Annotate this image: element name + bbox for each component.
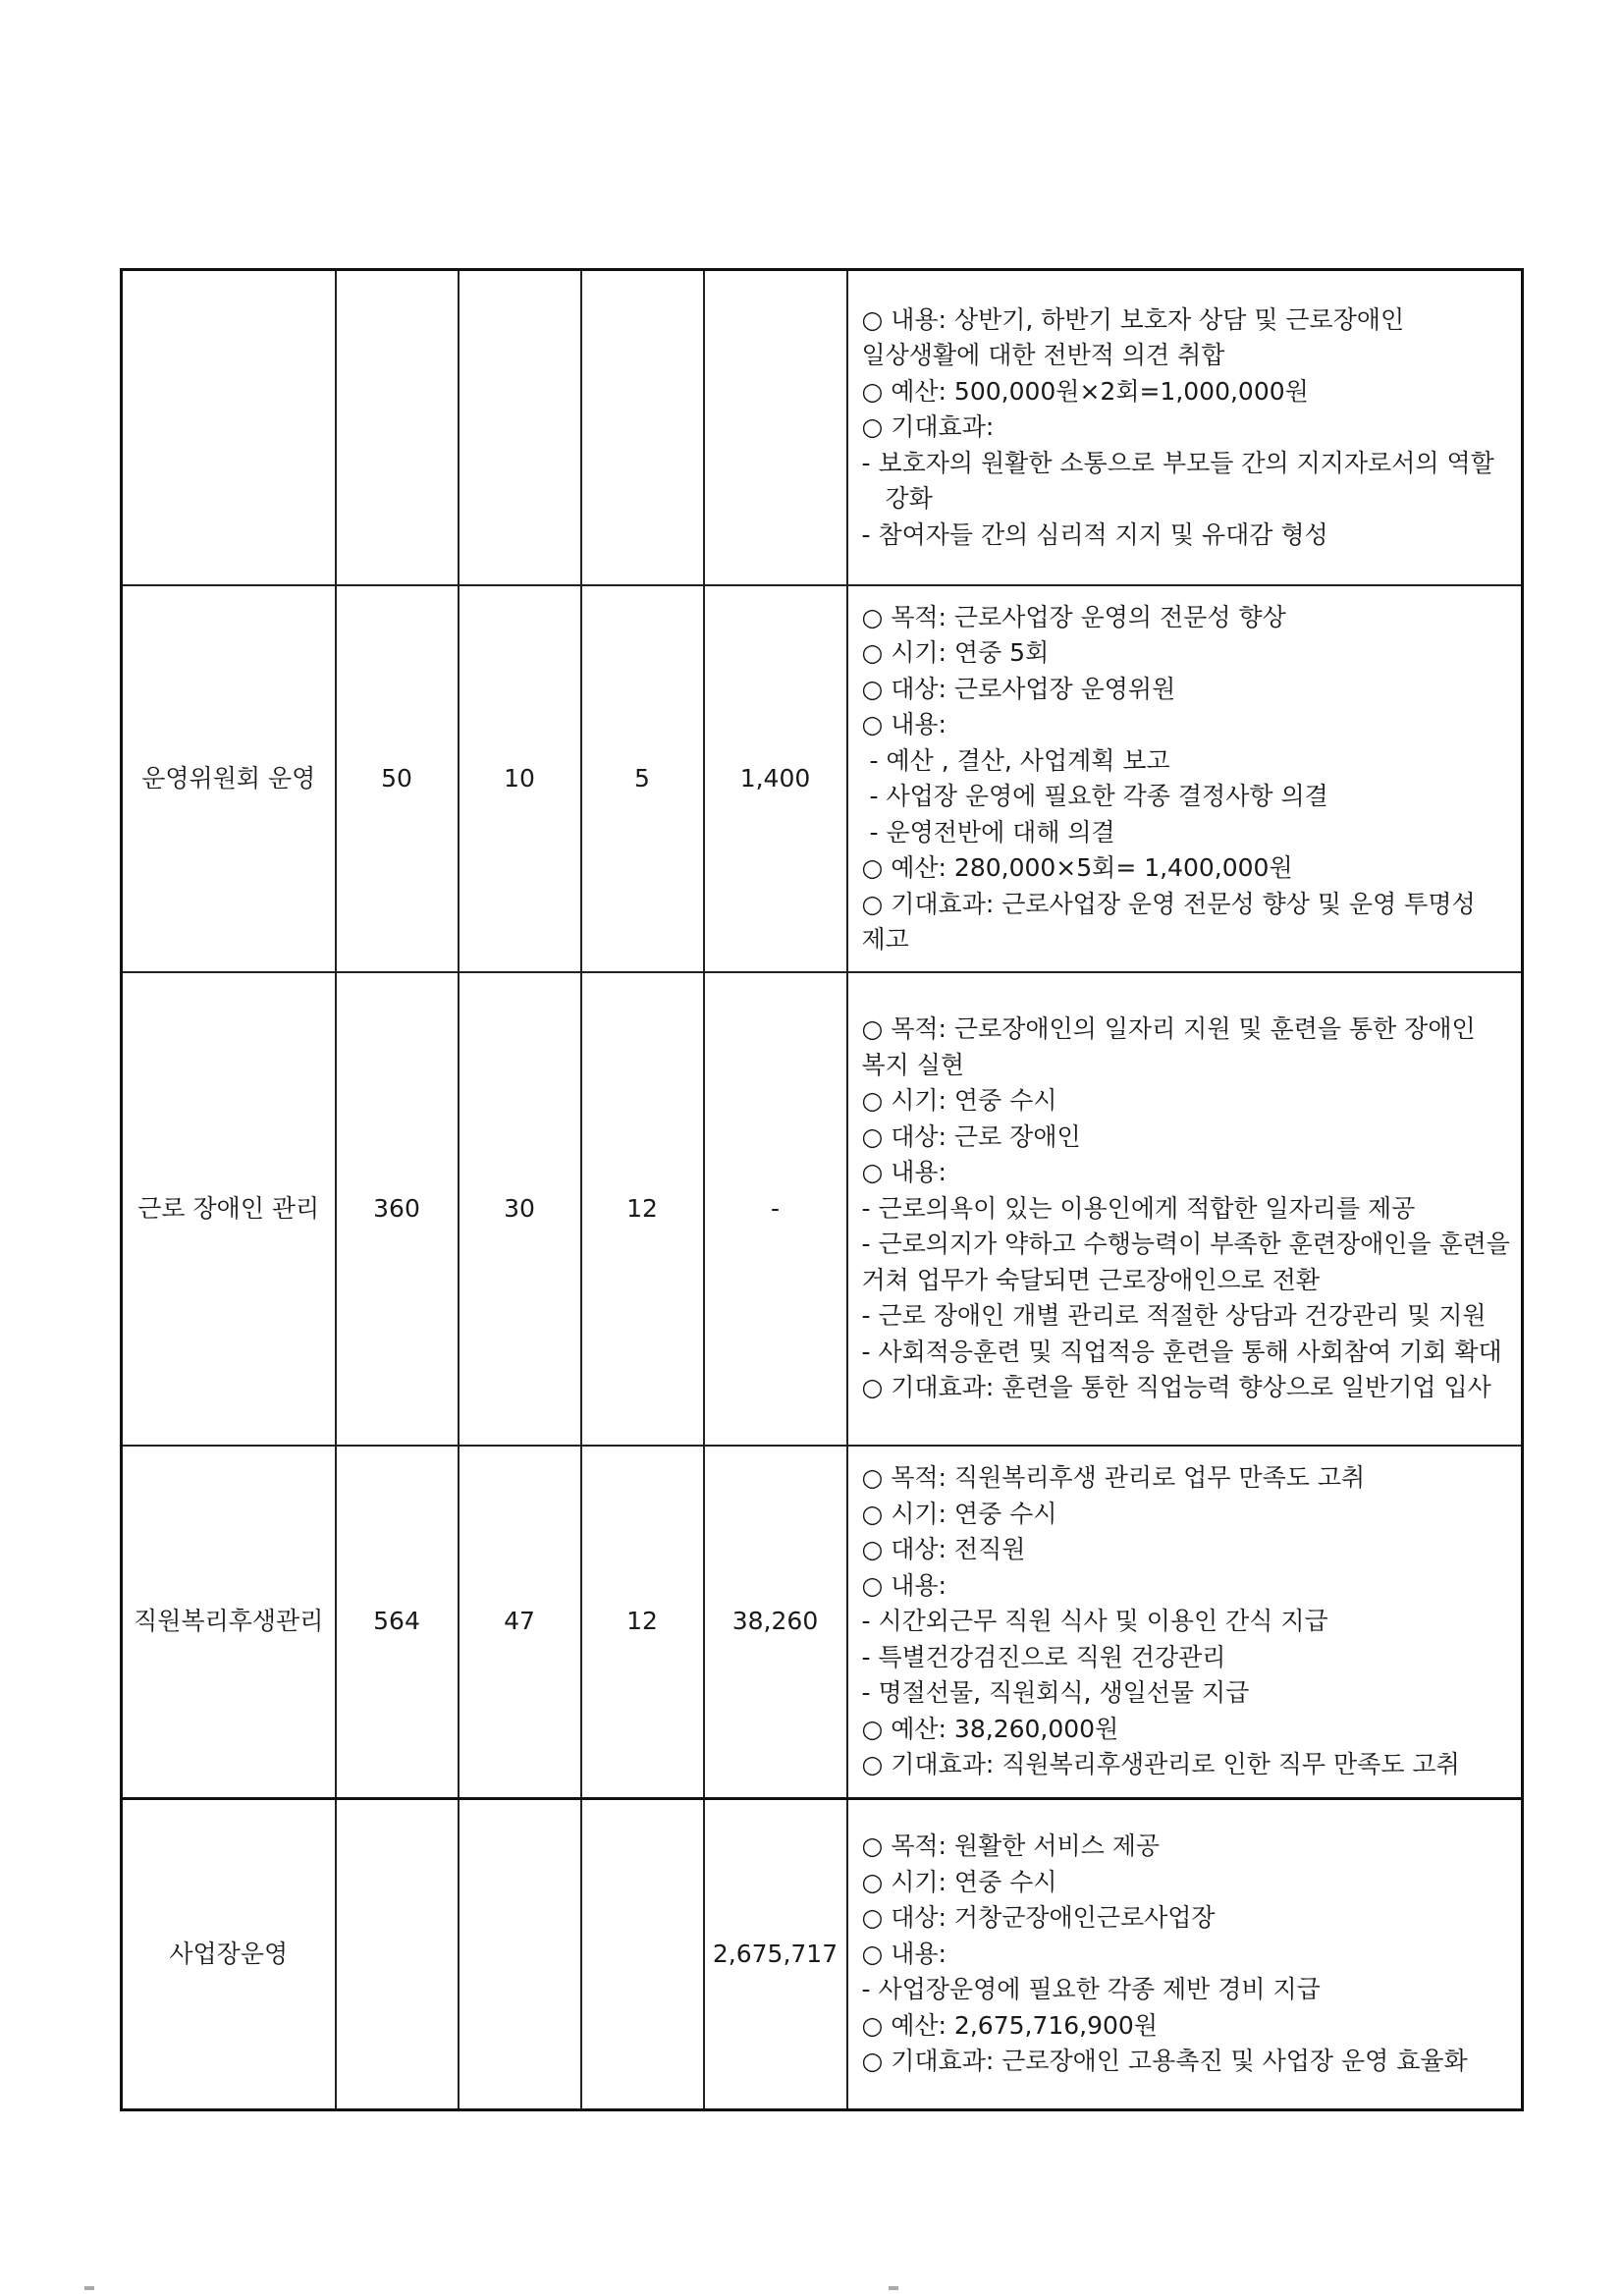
description-line: ○ 대상: 전직원 — [861, 1535, 1026, 1564]
description-line: ○ 목적: 직원복리후생 관리로 업무 만족도 고취 — [861, 1463, 1366, 1493]
count-cell-3: 12 — [581, 972, 704, 1446]
count-cell-3 — [581, 1799, 704, 2110]
description-line: ○ 예산: 500,000원×2회=1,000,000원 — [861, 376, 1309, 406]
description-cell — [847, 1799, 1523, 2110]
description-line: - 보호자의 원활한 소통으로 부모들 간의 지지자로서의 역할 — [861, 448, 1494, 477]
budget-cell: 1,400 — [704, 585, 847, 972]
description-line: ○ 기대효과: 근로사업장 운영 전문성 향상 및 운영 투명성 — [861, 889, 1476, 918]
count-cell-2: 10 — [459, 585, 581, 972]
count-cell-3: 5 — [581, 585, 704, 972]
description-line: ○ 대상: 근로사업장 운영위원 — [861, 674, 1176, 703]
count-cell-2: 30 — [459, 972, 581, 1446]
description-line: ○ 기대효과: — [861, 412, 995, 442]
description-line: - 예산 , 결산, 사업계획 보고 — [869, 745, 1170, 775]
program-name-cell: 사업장운영 — [122, 1799, 336, 2110]
description-line: ○ 기대효과: 근로장애인 고용촉진 및 사업장 운영 효율화 — [861, 2047, 1468, 2076]
budget-cell — [704, 270, 847, 586]
description-line: 거쳐 업무가 숙달되면 근로장애인으로 전환 — [861, 1265, 1320, 1294]
description-line: - 참여자들 간의 심리적 지지 및 유대감 형성 — [861, 519, 1328, 549]
description-line: - 운영전반에 대해 의결 — [869, 817, 1115, 847]
program-name-cell: 직원복리후생관리 — [122, 1446, 336, 1799]
description-line: ○ 시기: 연중 수시 — [861, 1867, 1057, 1896]
description-line: - 특별건강검진으로 직원 건강관리 — [861, 1642, 1226, 1671]
description-line: - 근로의욕이 있는 이용인에게 적합한 일자리를 제공 — [861, 1193, 1416, 1223]
scan-mark-left — [84, 2286, 94, 2290]
count-cell-2: 47 — [459, 1446, 581, 1799]
description-line: ○ 기대효과: 직원복리후생관리로 인한 직무 만족도 고취 — [861, 1750, 1460, 1779]
description-line: - 근로 장애인 개별 관리로 적절한 상담과 건강관리 및 지원 — [861, 1301, 1487, 1331]
count-cell-2 — [459, 270, 581, 586]
budget-cell: 38,260 — [704, 1446, 847, 1799]
description-line: 제고 — [861, 925, 909, 954]
program-name-cell — [122, 270, 336, 586]
description-line: ○ 예산: 280,000×5회= 1,400,000원 — [861, 853, 1293, 882]
program-plan-table — [120, 268, 1524, 2111]
description-line: ○ 대상: 거창군장애인근로사업장 — [861, 1903, 1216, 1933]
table-row — [122, 1446, 1523, 1799]
description-line: 강화 — [885, 484, 933, 514]
table-row — [122, 1799, 1523, 2110]
count-cell-1 — [336, 1799, 459, 2110]
table-row — [122, 270, 1523, 586]
table-row — [122, 585, 1523, 972]
description-line: ○ 목적: 원활한 서비스 제공 — [861, 1831, 1161, 1861]
count-cell-1 — [336, 270, 459, 586]
count-cell-1: 360 — [336, 972, 459, 1446]
description-line: - 사업장 운영에 필요한 각종 결정사항 의결 — [869, 782, 1328, 810]
scan-mark-center — [889, 2286, 898, 2290]
description-line: ○ 내용: — [861, 1158, 947, 1187]
budget-cell: 2,675,717 — [704, 1799, 847, 2110]
count-cell-1: 564 — [336, 1446, 459, 1799]
description-line: ○ 예산: 2,675,716,900원 — [861, 2010, 1158, 2040]
description-line: 일상생활에 대한 전반적 의견 취합 — [861, 341, 1225, 370]
program-name-cell: 근로 장애인 관리 — [122, 972, 336, 1446]
description-line: ○ 목적: 근로장애인의 일자리 지원 및 훈련을 통한 장애인 — [861, 1014, 1476, 1044]
program-name-cell: 운영위원회 운영 — [122, 585, 336, 972]
description-line: ○ 내용: — [861, 1939, 947, 1968]
description-line: - 사회적응훈련 및 직업적응 훈련을 통해 사회참여 기회 확대 — [861, 1337, 1502, 1366]
description-line: ○ 시기: 연중 수시 — [861, 1086, 1057, 1116]
count-cell-1: 50 — [336, 585, 459, 972]
description-line: ○ 대상: 근로 장애인 — [861, 1121, 1081, 1151]
description-line: ○ 내용: — [861, 710, 947, 738]
description-line: ○ 내용: 상반기, 하반기 보호자 상담 및 근로장애인 — [861, 304, 1405, 334]
description-cell — [847, 270, 1523, 586]
description-line: ○ 시기: 연중 수시 — [861, 1499, 1057, 1528]
description-cell — [847, 585, 1523, 972]
count-cell-2 — [459, 1799, 581, 2110]
description-line: ○ 시기: 연중 5회 — [861, 638, 1050, 667]
description-cell — [847, 972, 1523, 1446]
count-cell-3: 12 — [581, 1446, 704, 1799]
description-line: - 근로의지가 약하고 수행능력이 부족한 훈련장애인을 훈련을 — [861, 1230, 1510, 1259]
description-line: ○ 내용: — [861, 1570, 947, 1600]
description-line: ○ 예산: 38,260,000원 — [861, 1714, 1119, 1743]
description-line: - 사업장운영에 필요한 각종 제반 경비 지급 — [861, 1975, 1321, 2004]
description-cell — [847, 1446, 1523, 1799]
description-line: ○ 기대효과: 훈련을 통한 직업능력 향상으로 일반기업 입사 — [861, 1373, 1491, 1402]
table-row — [122, 972, 1523, 1446]
description-line: 복지 실현 — [861, 1050, 965, 1079]
description-line: ○ 목적: 근로사업장 운영의 전문성 향상 — [861, 602, 1286, 631]
count-cell-3 — [581, 270, 704, 586]
description-line: - 시간외근무 직원 식사 및 이용인 간식 지급 — [861, 1607, 1328, 1636]
description-line: - 명절선물, 직원회식, 생일선물 지급 — [861, 1678, 1250, 1708]
budget-cell: - — [704, 972, 847, 1446]
